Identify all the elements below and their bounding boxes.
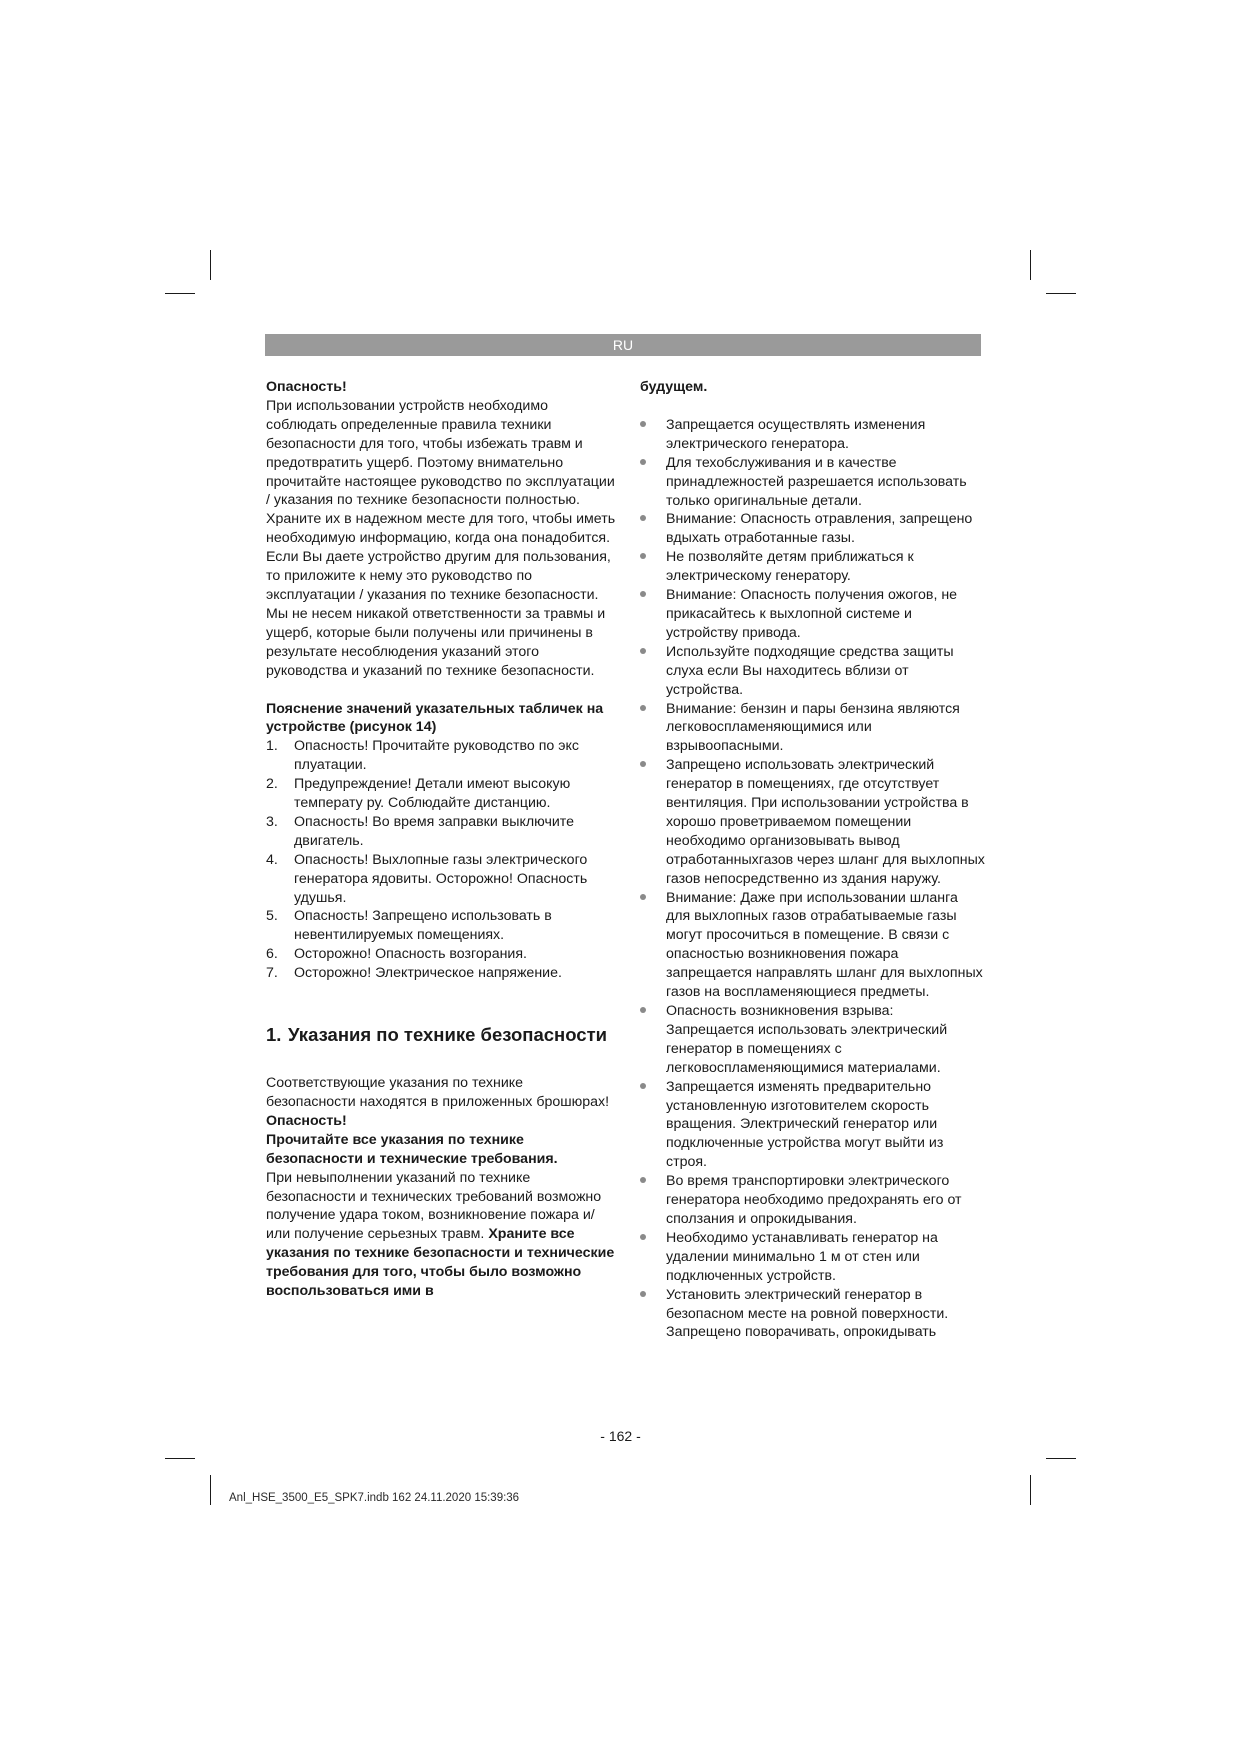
list-item: Внимание: Даже при использовании шланга для выхлопных газов отрабатываемые газы могут просочиться в помещение. В связи с опасностью возникновения пожара запрещается направлять шланг для выхлопных газов на воспламеняющиеся предметы.	[640, 889, 985, 1002]
signs-heading: Пояснение значений указательных табличек на устройстве (рисунок 14)	[266, 700, 604, 736]
list-item: Внимание: Опасность отравления, запрещено вдыхать отработанные газы.	[640, 510, 985, 548]
bullet-icon	[640, 1234, 646, 1240]
bullet-icon	[640, 591, 646, 597]
crop-mark-top-left-v	[210, 250, 211, 280]
bullet-icon	[640, 553, 646, 559]
bullet-icon	[640, 648, 646, 654]
left-column	[266, 378, 616, 1301]
right-column	[640, 378, 985, 1342]
crop-mark-bottom-right-v	[1030, 1475, 1031, 1505]
bullet-icon	[640, 761, 646, 767]
signs-list	[266, 737, 616, 983]
consequences-paragraph: При невыполнении указаний по технике безопасности и технических требований возможно получение удара током, возникновение пожара и/или получение серьезных травм. Храните все указания по технике безопасности и технические требования для того, чтобы было возможно воспользоваться ими в	[266, 1169, 615, 1300]
list-item: Опасность возникновения взрыва: Запрещается использовать электрический генератор в помещениях с легковоспламеняющимися материалами.	[640, 1002, 985, 1078]
bullet-icon	[640, 1291, 646, 1297]
list-item: Запрещается осуществлять изменения электрического генератора.	[640, 416, 985, 454]
list-item: Запрещается изменять предварительно установленную изготовителем скорость вращения. Электрический генератор или подключенные устройства могут выйти из строя.	[640, 1078, 985, 1173]
crop-mark-bottom-left-v	[210, 1475, 211, 1505]
page-number: - 162 -	[600, 1428, 641, 1444]
list-item: 2. Предупреждение! Детали имеют высокую температу ру. Соблюдайте дистанцию.	[266, 776, 571, 812]
bullet-icon	[640, 1083, 646, 1089]
list-item: Для техобслуживания и в качестве принадлежностей разрешается использовать только оригинальные детали.	[640, 454, 985, 511]
list-item: 6. Осторожно! Опасность возгорания.	[266, 946, 527, 963]
read-all-instructions: Прочитайте все указания по технике безопасности и технические требования.	[266, 1131, 558, 1167]
danger-label: Опасность!	[266, 1112, 347, 1129]
danger-paragraph: При использовании устройств необходимо соблюдать определенные правила техники безопасности для того, чтобы избежать травм и предотвратить ущерб. Поэтому внимательно прочитайте настоящее руководство по эксплуатации / указания по технике безопасности полностью. Храните их в надежном месте для того, чтобы иметь необходимую информацию, когда она понадобится. Если Вы даете устройство другим для пользования, то приложите к нему это руководство по эксплуатации / указания по технике безопасности. Мы не несем никакой ответственности за травмы и ущерб, которые были получены или причинены в результате несоблюдения указаний этого руководства и указаний по технике безопасности.	[266, 397, 616, 679]
bullet-icon	[640, 515, 646, 521]
list-item: Необходимо устанавливать генератор на удалении минимально 1 м от стен или подключенных устройств.	[640, 1229, 985, 1286]
list-item: 3. Опасность! Во время заправки выключите двигатель.	[266, 813, 575, 849]
crop-mark-top-right-h	[1046, 293, 1076, 294]
crop-mark-bottom-left-h	[165, 1458, 195, 1459]
list-item: 4. Опасность! Выхлопные газы электрического генератора ядовиты. Осторожно! Опасность удушья.	[266, 851, 588, 906]
list-item: 7. Осторожно! Электрическое напряжение.	[266, 965, 562, 982]
list-item: 5. Опасность! Запрещено использовать в невентилируемых помещениях.	[266, 908, 552, 944]
bullet-icon	[640, 421, 646, 427]
crop-mark-top-left-h	[165, 293, 195, 294]
safety-intro: Соответствующие указания по технике безопасности находятся в приложенных брошюрах!	[266, 1075, 610, 1110]
list-item: 1. Опасность! Прочитайте руководство по экс плуатации.	[266, 738, 579, 774]
list-item: Не позволяйте детям приближаться к электрическому генератору.	[640, 548, 985, 586]
print-footer: Anl_HSE_3500_E5_SPK7.indb 162 24.11.2020 15:39:36	[229, 1492, 520, 1504]
safety-bullet-list	[640, 416, 985, 1342]
section-number: 1.	[266, 1024, 282, 1046]
language-header-bar: RU	[265, 334, 981, 356]
continuation-text: будущем.	[640, 379, 708, 395]
list-item: Внимание: бензин и пары бензина являются легковоспламеняющимися или взрывоопасными.	[640, 700, 985, 757]
list-item: Запрещено использовать электрический генератор в помещениях, где отсутствует вентиляция. При использовании устройства в хорошо проветриваемом помещении необходимо организовывать вывод отработанныхгазов через шланг для выхлопных газов непосредственно из здания наружу.	[640, 756, 985, 888]
bullet-icon	[640, 1007, 646, 1013]
bullet-icon	[640, 894, 646, 900]
section-title: Указания по технике безопасности	[288, 1024, 607, 1046]
list-item: Установить электрический генератор в безопасном месте на ровной поверхности. Запрещено поворачивать, опрокидывать	[640, 1286, 985, 1343]
list-item: Используйте подходящие средства защиты слуха если Вы находитесь вблизи от устройства.	[640, 643, 985, 700]
danger-title: Опасность!	[266, 379, 347, 395]
bullet-icon	[640, 1177, 646, 1183]
list-item: Во время транспортировки электрического генератора необходимо предохранять его от сползания и опрокидывания.	[640, 1172, 985, 1229]
crop-mark-top-right-v	[1030, 250, 1031, 280]
bullet-icon	[640, 705, 646, 711]
section-heading	[266, 1023, 616, 1046]
list-item: Внимание: Опасность получения ожогов, не прикасайтесь к выхлопной системе и устройству привода.	[640, 586, 985, 643]
bullet-icon	[640, 459, 646, 465]
crop-mark-bottom-right-h	[1046, 1458, 1076, 1459]
